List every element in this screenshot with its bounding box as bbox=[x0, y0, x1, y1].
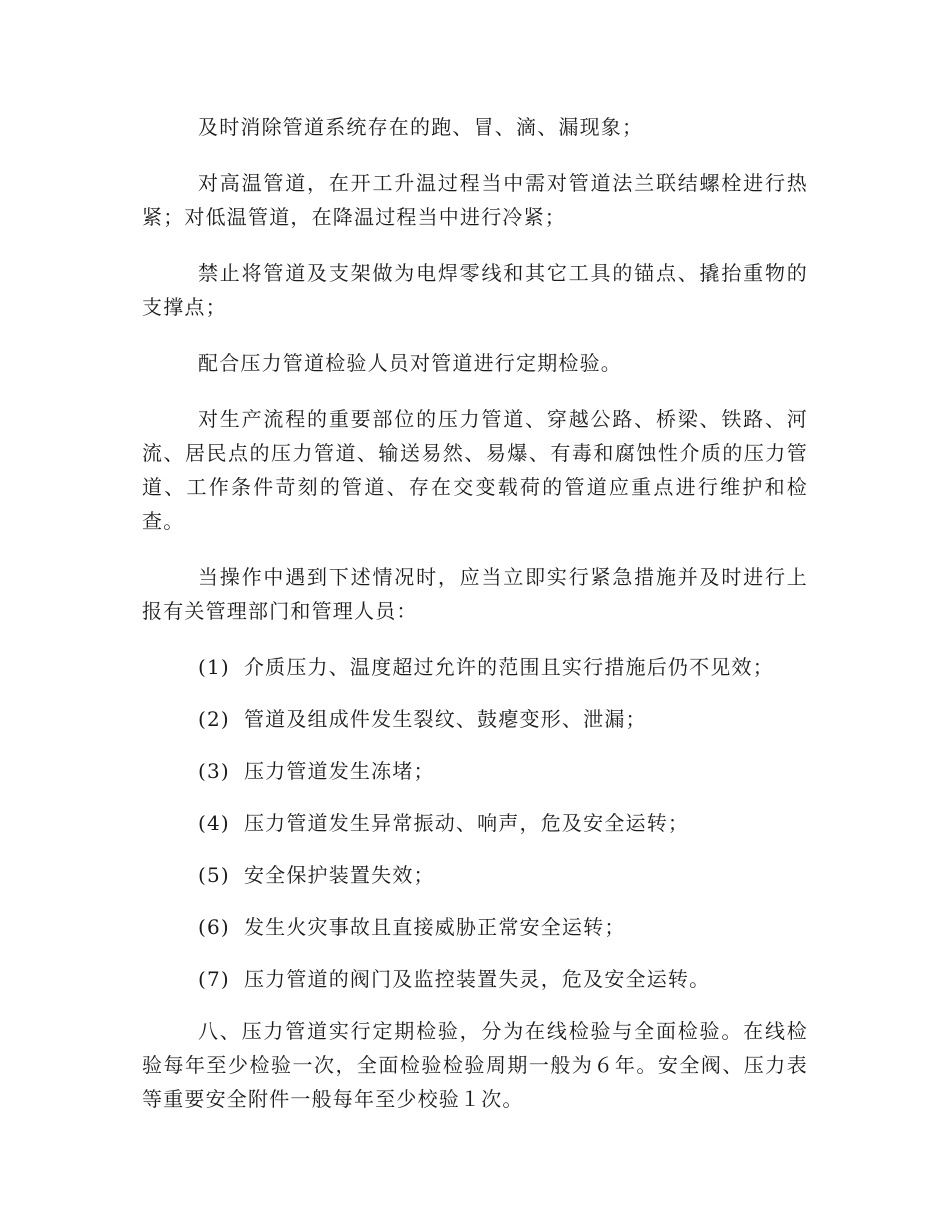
paragraph-periodic-inspection-schedule: 八、压力管道实行定期检验，分为在线检验与全面检验。在线检验每年至少检验一次，全面检验检验周期一般为６年。安全阀、压力表等重要安全附件一般每年至少校验１次。 bbox=[142, 1019, 808, 1111]
list-item bbox=[142, 754, 808, 788]
list-item-number: (5) bbox=[198, 863, 230, 887]
emergency-conditions-list bbox=[142, 650, 808, 996]
list-item bbox=[142, 806, 808, 840]
paragraph-welding-prohibition: 禁止将管道及支架做为电焊零线和其它工具的锚点、撬抬重物的支撑点； bbox=[142, 261, 808, 319]
paragraph-periodic-inspection: 配合压力管道检验人员对管道进行定期检验。 bbox=[198, 351, 622, 375]
paragraph-key-maintenance: 对生产流程的重要部位的压力管道、穿越公路、桥梁、铁路、河流、居民点的压力管道、输送易然、易爆、有毒和腐蚀性介质的压力管道、工作条件苛刻的管道、存在交变载荷的管道应重点进行维护和检查。 bbox=[142, 407, 808, 533]
list-item bbox=[142, 702, 808, 736]
list-item bbox=[142, 910, 808, 944]
list-item-number: (1) bbox=[198, 655, 230, 679]
list-item-number: (3) bbox=[198, 759, 230, 783]
list-item-number: (6) bbox=[198, 915, 230, 939]
document-page bbox=[142, 110, 808, 1138]
paragraph-leak-elimination: 及时消除管道系统存在的跑、冒、滴、漏现象； bbox=[198, 115, 644, 139]
list-item-text: 安全保护装置失效； bbox=[243, 863, 435, 887]
list-item-text: 介质压力、温度超过允许的范围且实行措施后仍不见效； bbox=[243, 655, 774, 679]
list-item bbox=[142, 858, 808, 892]
list-item-text: 压力管道发生异常振动、响声，危及安全运转； bbox=[243, 811, 690, 835]
paragraph-emergency-measures: 当操作中遇到下述情况时，应当立即实行紧急措施并及时进行上报有关管理部门和管理人员： bbox=[142, 565, 808, 623]
paragraph-hot-cold-tightening: 对高温管道，在开工升温过程当中需对管道法兰联结螺栓进行热紧；对低温管道，在降温过程当中进行冷紧； bbox=[142, 171, 808, 229]
list-item-number: (2) bbox=[198, 707, 230, 731]
list-item bbox=[142, 962, 808, 996]
list-item-text: 压力管道发生冻堵； bbox=[243, 759, 435, 783]
list-item-number: (4) bbox=[198, 811, 230, 835]
list-item-text: 发生火灾事故且直接威胁正常安全运转； bbox=[243, 915, 626, 939]
list-item-text: 压力管道的阀门及监控装置失灵，危及安全运转。 bbox=[243, 967, 711, 991]
list-item bbox=[142, 650, 808, 684]
list-item-text: 管道及组成件发生裂纹、鼓瘪变形、泄漏； bbox=[243, 707, 647, 731]
list-item-number: (7) bbox=[198, 967, 230, 991]
